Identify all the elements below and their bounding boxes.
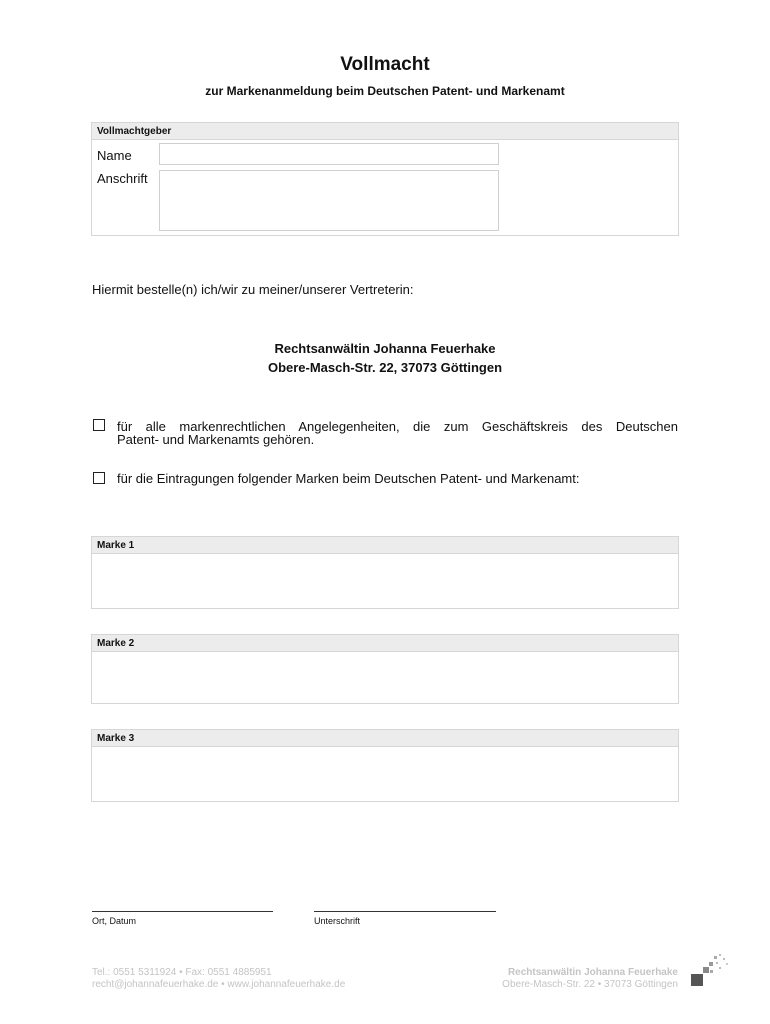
footer-contact [92, 967, 345, 991]
footer-firm [502, 967, 678, 991]
address-field[interactable] [159, 170, 499, 231]
grantor-section [91, 122, 679, 236]
footer-phone-fax: Tel.: 0551 5311924 • Fax: 0551 4885951 [92, 967, 272, 978]
footer-firm-address: Obere-Masch-Str. 22 • 37073 Göttingen [502, 979, 678, 990]
appointment-text: Hiermit bestelle(n) ich/wir zu meiner/unserer Vertreterin: [92, 282, 414, 297]
grantor-heading: Vollmachtgeber [92, 123, 678, 140]
representative-name: Rechtsanwältin Johanna Feuerhake [274, 341, 496, 356]
footer-firm-name: Rechtsanwältin Johanna Feuerhake [507, 967, 678, 978]
mark-2-field[interactable] [92, 652, 678, 703]
option-all-matters-checkbox[interactable] [93, 419, 105, 431]
address-label: Anschrift [97, 171, 148, 186]
document-title: Vollmacht [340, 54, 430, 75]
mark-2-label: Marke 2 [92, 635, 678, 652]
signature-label: Unterschrift [314, 916, 361, 926]
pixel-logo-icon [688, 950, 732, 990]
representative-address: Obere-Masch-Str. 22, 37073 Göttingen [267, 360, 503, 375]
signature-line[interactable] [314, 911, 496, 912]
document-subtitle: zur Markenanmeldung beim Deutschen Patent- und Markenamt [205, 84, 565, 98]
option-specific-marks-checkbox[interactable] [93, 472, 105, 484]
option-specific-marks-text: für die Eintragungen folgender Marken beim Deutschen Patent- und Markenamt: [117, 471, 580, 486]
option-all-matters-line2: Patent- und Markenamts gehören. [117, 432, 315, 447]
mark-3-field[interactable] [92, 747, 678, 801]
mark-1-section [91, 536, 679, 609]
option-all-matters-line1: für alle markenrechtlichen Angelegenheiten, die zum Geschäftskreis des Deutschen [117, 419, 678, 434]
mark-2-section [91, 634, 679, 704]
name-label: Name [97, 148, 132, 163]
mark-3-section [91, 729, 679, 802]
mark-3-label: Marke 3 [92, 730, 678, 747]
mark-1-label: Marke 1 [92, 537, 678, 554]
mark-1-field[interactable] [92, 554, 678, 608]
footer-email-web: recht@johannafeuerhake.de • www.johannafeuerhake.de [92, 979, 346, 990]
place-date-line[interactable] [92, 911, 273, 912]
place-date-label: Ort, Datum [92, 916, 137, 926]
name-field[interactable] [159, 143, 499, 165]
